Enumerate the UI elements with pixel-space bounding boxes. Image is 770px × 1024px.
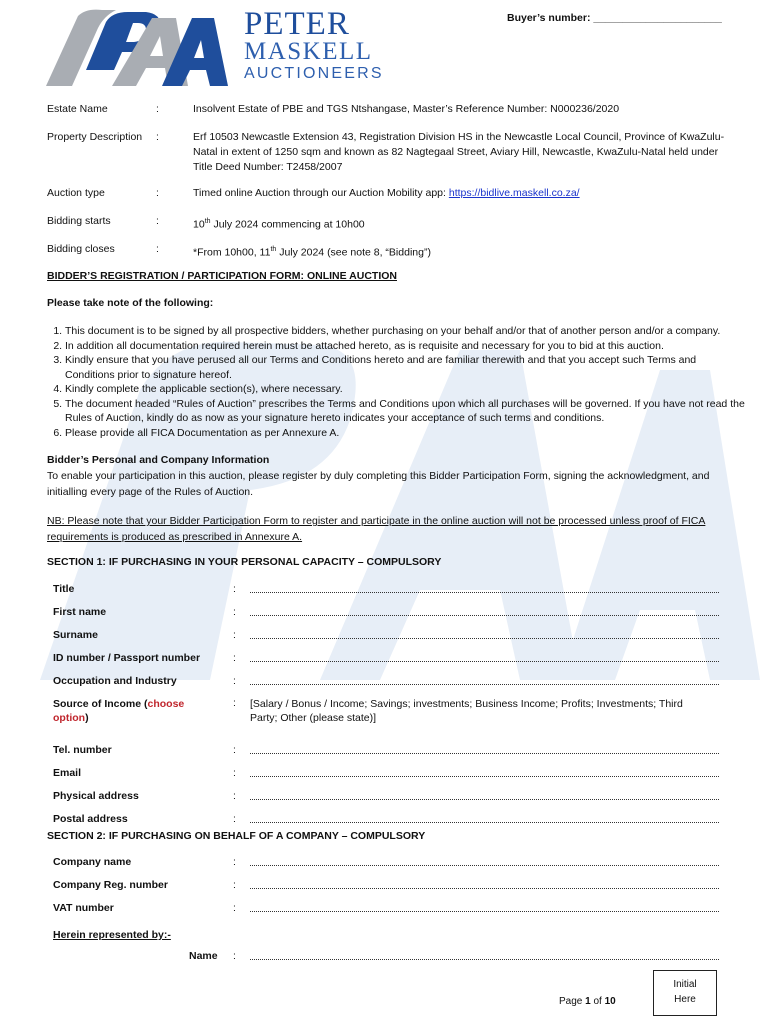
- info-value: Erf 10503 Newcastle Extension 43, Registration Division HS in the Newcastle Local Council, Province of KwaZulu-Natal in extent of 1250 sqm and known as 82 Nagtegaal Street, Aviary Hill, Newcastle, KwaZulu-Natal held under Title Deed Number: T2458/2007: [193, 131, 725, 173]
- list-item: 5. The document headed “Rules of Auction” prescribes the Terms and Conditions upon which all purchases will be governed. If you have not read the Rules of Auction, kindly do as now as your signature hereto indicates your acceptance of such terms and conditions.: [65, 397, 745, 426]
- dotted-line[interactable]: [250, 615, 719, 616]
- dotted-line[interactable]: [250, 799, 719, 800]
- source-income-options[interactable]: [Salary / Bonus / Income; Savings; investments; Business Income; Profits; Investments; Third Party; Other (please state)]: [250, 698, 683, 724]
- initial-here-box[interactable]: [653, 970, 717, 1016]
- field-label: Title: [53, 583, 75, 595]
- company-logo-icon: [42, 8, 232, 88]
- field-source-of-income[interactable]: [53, 697, 719, 729]
- info-value: [193, 214, 725, 233]
- field-label: ID number / Passport number: [53, 652, 201, 664]
- field-label: Company name: [53, 856, 132, 868]
- here-label: Here: [674, 994, 696, 1005]
- nb-label: NB:: [47, 515, 65, 527]
- date-day: *From 10h00, 11: [193, 246, 271, 259]
- info-colon: :: [156, 131, 159, 143]
- dotted-line[interactable]: [250, 661, 719, 662]
- field-label: Occupation and Industry: [53, 675, 177, 687]
- date-rest: July 2024 (see note 8, “Bidding”): [276, 246, 431, 259]
- field-colon: :: [233, 902, 236, 914]
- list-item: 1. This document is to be signed by all prospective bidders, whether purchasing on your behalf and/or that of another person and/or a company.: [65, 324, 745, 339]
- bidlive-link[interactable]: https://bidlive.maskell.co.za/: [448, 187, 580, 199]
- info-label: Estate Name: [47, 103, 108, 115]
- field-colon: :: [233, 767, 236, 779]
- buyer-number-field[interactable]: Buyer’s number: ______________________: [507, 12, 722, 24]
- field-label: Company Reg. number: [53, 879, 168, 891]
- field-colon: :: [233, 697, 236, 709]
- field-colon: :: [233, 652, 236, 664]
- represented-by-heading: Herein represented by:-: [53, 929, 171, 941]
- form-title: BIDDER’S REGISTRATION / PARTICIPATION FORM: ONLINE AUCTION: [47, 270, 397, 282]
- page-pre: Page: [559, 996, 586, 1007]
- field-colon: :: [233, 629, 236, 641]
- list-item: 6. Please provide all FICA Documentation as per Annexure A.: [65, 426, 745, 441]
- brand-name: [244, 8, 384, 84]
- info-label: Bidding starts: [47, 215, 111, 227]
- info-colon: :: [156, 215, 159, 227]
- list-item: 3. Kindly ensure that you have perused all our Terms and Conditions hereto and are familiar therewith and that you accept such Terms and Conditions prior to signature hereof.: [65, 353, 745, 382]
- field-colon: :: [233, 583, 236, 595]
- field-colon: :: [233, 606, 236, 618]
- field-label: Tel. number: [53, 744, 112, 756]
- field-colon: :: [233, 856, 236, 868]
- dotted-line[interactable]: [250, 638, 719, 639]
- field-label: VAT number: [53, 902, 114, 914]
- initial-label: Initial: [673, 979, 697, 990]
- nb-text: Please note that your Bidder Participation Form to register and participate in the online auction will not be processed unless proof of FICA requirements is produced as prescribed in Annexure A.: [47, 515, 706, 543]
- field-label: [53, 697, 203, 725]
- info-value: [193, 242, 725, 261]
- page-total: 10: [604, 996, 616, 1007]
- field-colon: :: [233, 879, 236, 891]
- field-label: Name: [189, 950, 218, 962]
- nb-note: [47, 513, 727, 545]
- note-heading: Please take note of the following:: [47, 297, 214, 309]
- field-label: Surname: [53, 629, 98, 641]
- section2-heading: SECTION 2: IF PURCHASING ON BEHALF OF A COMPANY – COMPULSORY: [47, 830, 426, 842]
- info-colon: :: [156, 243, 159, 255]
- dotted-line[interactable]: [250, 592, 719, 593]
- section1-heading: SECTION 1: IF PURCHASING IN YOUR PERSONAL CAPACITY – COMPULSORY: [47, 556, 442, 568]
- source-label-post: ): [85, 712, 89, 724]
- dotted-line[interactable]: [250, 911, 719, 912]
- info-label: Auction type: [47, 187, 105, 199]
- dotted-line[interactable]: [250, 822, 719, 823]
- dotted-line[interactable]: [250, 776, 719, 777]
- field-colon: :: [233, 950, 236, 962]
- dotted-line[interactable]: [250, 865, 719, 866]
- field-label: First name: [53, 606, 107, 618]
- field-label: Postal address: [53, 813, 128, 825]
- field-colon: :: [233, 744, 236, 756]
- field-colon: :: [233, 813, 236, 825]
- auction-type-text: Timed online Auction through our Auction Mobility app:: [193, 187, 449, 199]
- page-number: [559, 996, 616, 1007]
- info-colon: :: [156, 187, 159, 199]
- dotted-line[interactable]: [250, 959, 719, 960]
- dotted-line[interactable]: [250, 888, 719, 889]
- brand-line-3: AUCTIONEERS: [244, 65, 384, 82]
- info-label: Bidding closes: [47, 243, 115, 255]
- info-value: [193, 186, 725, 201]
- date-suffix: th: [270, 246, 277, 253]
- notes-list: [47, 324, 745, 440]
- bidder-info-heading: Bidder’s Personal and Company Information: [47, 454, 270, 466]
- date-rest: July 2024 commencing at 10h00: [210, 218, 365, 231]
- dotted-line[interactable]: [250, 753, 719, 754]
- date-suffix: th: [204, 218, 211, 225]
- choose-option-text: choose option: [53, 698, 185, 724]
- list-item: 2. In addition all documentation required herein must be attached hereto, as is requisite and necessary for you to bid at this auction.: [65, 339, 745, 354]
- page-mid: of: [590, 996, 605, 1007]
- dotted-line[interactable]: [250, 684, 719, 685]
- field-colon: :: [233, 790, 236, 802]
- list-item: 4. Kindly complete the applicable section(s), where necessary.: [65, 382, 745, 397]
- info-label: Property Description: [47, 131, 143, 143]
- brand-line-1: PETER: [244, 6, 350, 42]
- field-label: Physical address: [53, 790, 139, 802]
- source-label-pre: Source of Income (: [53, 698, 148, 710]
- field-colon: :: [233, 675, 236, 687]
- info-colon: :: [156, 103, 159, 115]
- bidder-info-text: To enable your participation in this auction, please register by duly completing this Bidder Participation Form, signing the acknowledgment, and initialling every page of the Rules of Auction.: [47, 470, 710, 498]
- date-day: 10: [193, 218, 205, 231]
- page-current: 1: [585, 996, 591, 1007]
- brand-line-2: MASKELL: [244, 38, 373, 65]
- info-value: Insolvent Estate of PBE and TGS Ntshangase, Master’s Reference Number: N000236/2020: [193, 103, 620, 115]
- field-label: Email: [53, 767, 82, 779]
